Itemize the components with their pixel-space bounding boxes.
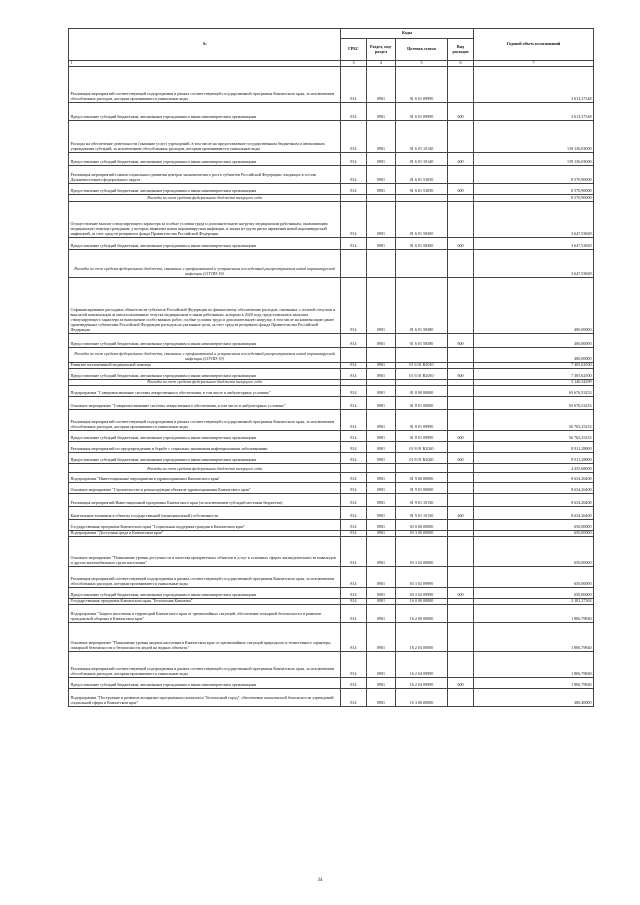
header-number: № — [69, 29, 341, 61]
table-row — [69, 473, 594, 483]
row-amount: 380,40000 — [474, 689, 594, 707]
row-expense-type — [448, 442, 474, 453]
row-target-article: 01 8 01 09990 — [396, 410, 448, 431]
row-section: 0901 — [367, 453, 396, 464]
table-row — [69, 334, 594, 348]
table-row — [69, 507, 594, 520]
row-description: Предоставление субсидий бюджетным, автономным учреждениям и иным некоммерческим организациям — [69, 369, 341, 380]
row-target-article: 01 9 01 10130 — [396, 494, 448, 507]
row-amount: 65 676,53253 — [474, 386, 594, 397]
row-grbs: 814 — [341, 278, 367, 334]
header-annual-volume: Годовой объем ассигнований — [474, 29, 594, 61]
row-grbs: 814 — [341, 567, 367, 588]
row-section: 0901 — [367, 238, 396, 250]
row-expense-type — [448, 464, 474, 473]
row-section: 0901 — [367, 184, 396, 195]
row-description: Предоставление субсидий бюджетным, автономным учреждениям и иным некоммерческим организациям — [69, 153, 341, 166]
row-grbs: 814 — [341, 153, 367, 166]
row-expense-type — [448, 348, 474, 363]
row-expense-type — [448, 494, 474, 507]
row-target-article: 01 8 01 00000 — [396, 397, 448, 410]
row-grbs: 814 — [341, 453, 367, 464]
table-row — [69, 483, 594, 494]
row-description: Подпрограмма "Построение и развитие аппаратно-программного комплекса "Безопасный город", обеспечение комплексной безопасности учреждений социальной сферы в Камчатском крае" — [69, 689, 341, 707]
row-expense-type: 600 — [448, 588, 474, 599]
table-row-note — [69, 348, 594, 363]
row-amount: 65 676,53253 — [474, 397, 594, 410]
row-grbs: 814 — [341, 494, 367, 507]
row-section: 0901 — [367, 483, 396, 494]
row-target-article — [396, 348, 448, 363]
row-grbs: 814 — [341, 431, 367, 442]
row-grbs: 814 — [341, 507, 367, 520]
row-grbs: 814 — [341, 623, 367, 652]
row-amount: 2 181,27363 — [474, 599, 594, 605]
table-row — [69, 494, 594, 507]
row-expense-type — [448, 537, 474, 567]
row-target-article: 16 2 00 00000 — [396, 605, 448, 623]
row-amount: 56 765,25253 — [474, 410, 594, 431]
table-row — [69, 623, 594, 652]
row-section: 0901 — [367, 567, 396, 588]
row-amount: 650,00000 — [474, 567, 594, 588]
row-expense-type: 600 — [448, 369, 474, 380]
row-description: Подпрограмма "Защита населения и территорий Камчатского края от чрезвычайных ситуаций, обеспечение пожарной безопасности и развитие гражданской обороны в Камчатском крае" — [69, 605, 341, 623]
row-description: Предоставление субсидий бюджетным, автономным учреждениям и иным некоммерческим организациям — [69, 453, 341, 464]
row-grbs: 814 — [341, 238, 367, 250]
table-row — [69, 689, 594, 707]
row-expense-type: 600 — [448, 153, 474, 166]
row-target-article: 01 6 01 58380 — [396, 334, 448, 348]
row-section: 0901 — [367, 153, 396, 166]
row-target-article: 16 2 04 00000 — [396, 623, 448, 652]
row-target-article: 01 9 00 00000 — [396, 473, 448, 483]
row-grbs: 814 — [341, 599, 367, 605]
table-row — [69, 442, 594, 453]
table-row — [69, 238, 594, 250]
row-grbs: 814 — [341, 483, 367, 494]
row-amount: 650,00000 — [474, 531, 594, 537]
row-section: 0901 — [367, 103, 396, 121]
row-expense-type — [448, 121, 474, 153]
row-section: 0901 — [367, 166, 396, 184]
row-description: Основное мероприятие "Повышение уровня защиты населения в Камчатском крае от чрезвычайных ситуаций природного и техногенного характера, пожарной безопасности и безопасности людей на водных объектах" — [69, 623, 341, 652]
row-target-article: 01 8 00 00000 — [396, 386, 448, 397]
row-target-article: 01 6 01 10140 — [396, 153, 448, 166]
row-description: Предоставление субсидий бюджетным, автономным учреждениям и иным некоммерческим организациям — [69, 184, 341, 195]
row-expense-type: 600 — [448, 453, 474, 464]
row-amount: 3 647,53849 — [474, 238, 594, 250]
table-row — [69, 410, 594, 431]
row-section: 0901 — [367, 689, 396, 707]
table-row-note — [69, 195, 594, 202]
row-description: Предоставление субсидий бюджетным, автономным учреждениям и иным некоммерческим организациям — [69, 238, 341, 250]
row-amount: 1 806,79840 — [474, 652, 594, 678]
row-target-article: 03 3 02 00000 — [396, 537, 448, 567]
row-expense-type: 400 — [448, 507, 474, 520]
table-row-note — [69, 464, 594, 473]
row-expense-type — [448, 397, 474, 410]
row-section: 0901 — [367, 623, 396, 652]
row-grbs — [341, 348, 367, 363]
row-expense-type — [448, 520, 474, 531]
row-description: Капитальные вложения в объекты государственной (муниципальной) собственности — [69, 507, 341, 520]
row-expense-type — [448, 410, 474, 431]
row-description: Предоставление субсидий бюджетным, автономным учреждениям и иным некоммерческим организациям — [69, 431, 341, 442]
header-colnum-5: 5 — [396, 61, 448, 67]
row-amount: 3 647,53849 — [474, 250, 594, 278]
row-amount: 3 613,37348 — [474, 67, 594, 103]
row-grbs: 814 — [341, 531, 367, 537]
row-target-article: 01 6 01 R2010 — [396, 369, 448, 380]
row-target-article — [396, 195, 448, 202]
row-expense-type — [448, 202, 474, 238]
row-description: Реализация мероприятий соответствующей подпрограммы в рамках соответствующей государственной программы Камчатского края, за исключением обособленных расходов, которым присваиваются уникальные коды — [69, 410, 341, 431]
row-grbs: 814 — [341, 537, 367, 567]
header-expense-type: Вид расходов — [448, 39, 474, 61]
row-description: Реализация мероприятий планов социального развития центров экономического роста субъектов Российской Федерации, входящих в состав Дальневосточного федерального округа — [69, 166, 341, 184]
row-section — [367, 195, 396, 202]
row-description: Реализация мероприятий соответствующей подпрограммы в рамках соответствующей государственной программы Камчатского края, за исключением обособленных расходов, которым присваиваются уникальные коды — [69, 67, 341, 103]
table-row — [69, 652, 594, 678]
table-row — [69, 278, 594, 334]
row-description: Основное мероприятие "Совершенствование системы лекарственного обеспечения, в том числе в амбулаторных условиях" — [69, 397, 341, 410]
row-target-article: 01 8 01 R2020 — [396, 442, 448, 453]
row-section: 0901 — [367, 531, 396, 537]
row-section: 0901 — [367, 520, 396, 531]
header-colnum-3: 3 — [341, 61, 367, 67]
row-target-article: 03 0 00 00000 — [396, 520, 448, 531]
budget-table — [68, 28, 594, 707]
table-body — [69, 67, 594, 707]
row-section: 0901 — [367, 369, 396, 380]
header-colnum-1: 1 — [69, 61, 341, 67]
row-description: Реализация мероприятий соответствующей подпрограммы в рамках соответствующей государственной программы Камчатского края, за исключением обособленных расходов, которым присваиваются уникальные коды — [69, 567, 341, 588]
row-description: Реализация мероприятий Инвестиционной программы Камчатского края (за исключением субсидий местным бюджетам) — [69, 494, 341, 507]
row-target-article: 01 6 01 09990 — [396, 103, 448, 121]
table-row — [69, 397, 594, 410]
row-description: Расходы за счет средств федерального бюджета, связанные с профилактикой и устранением последствий распространения новой коронавирусной инфекции (COVID-19) — [69, 250, 341, 278]
row-target-article: 01 9 01 00000 — [396, 483, 448, 494]
row-expense-type: 600 — [448, 334, 474, 348]
table-row — [69, 369, 594, 380]
row-expense-type — [448, 652, 474, 678]
table-row — [69, 678, 594, 689]
row-expense-type: 600 — [448, 103, 474, 121]
row-amount: 139 136,03000 — [474, 121, 594, 153]
row-description: Расходы за счет средств федерального бюджета текущего года — [69, 195, 341, 202]
row-target-article — [396, 250, 448, 278]
row-amount: 400,00000 — [474, 348, 594, 363]
row-description: Предоставление субсидий бюджетным, автономным учреждениям и иным некоммерческим организациям — [69, 103, 341, 121]
row-amount: 8 570,90000 — [474, 195, 594, 202]
row-target-article: 03 3 02 09990 — [396, 588, 448, 599]
row-section: 0901 — [367, 202, 396, 238]
row-amount: 7 305,62500 — [474, 369, 594, 380]
page-number: 34 — [317, 878, 323, 883]
header-colnum-7: 7 — [474, 61, 594, 67]
table-row — [69, 166, 594, 184]
row-section: 0901 — [367, 507, 396, 520]
row-amount: 1 806,79840 — [474, 678, 594, 689]
row-section: 0901 — [367, 386, 396, 397]
table-row — [69, 567, 594, 588]
table-row — [69, 202, 594, 238]
row-section: 0901 — [367, 67, 396, 103]
row-amount: 650,00000 — [474, 537, 594, 567]
row-grbs: 814 — [341, 386, 367, 397]
row-section: 0901 — [367, 588, 396, 599]
row-description: Развитие паллиативной медицинской помощи — [69, 363, 341, 369]
row-section: 0901 — [367, 537, 396, 567]
row-grbs: 814 — [341, 202, 367, 238]
row-amount: 400,00000 — [474, 334, 594, 348]
row-grbs: 814 — [341, 442, 367, 453]
table-row — [69, 588, 594, 599]
row-amount: 650,00000 — [474, 520, 594, 531]
table-row — [69, 431, 594, 442]
row-expense-type: 600 — [448, 678, 474, 689]
row-grbs: 814 — [341, 103, 367, 121]
row-amount: 8 634,26400 — [474, 494, 594, 507]
header-codes: Коды — [341, 29, 474, 39]
row-grbs — [341, 195, 367, 202]
row-target-article: 01 6 01 53050 — [396, 184, 448, 195]
row-target-article: 01 6 01 58300 — [396, 238, 448, 250]
row-target-article: 16 2 04 09990 — [396, 678, 448, 689]
row-target-article: 01 6 01 09990 — [396, 67, 448, 103]
row-expense-type: 600 — [448, 184, 474, 195]
row-expense-type — [448, 166, 474, 184]
row-description: Осуществление выплат стимулирующего характера за особые условия труда и дополнительную нагрузку медицинским работникам, оказывающим медицинскую помощь гражданам, у которых выявлена новая коронавирусная инфекция, и лицам из групп риска заражения новой коронавирусной инфекцией, за счет средств резервного фонда Правительства Российской Федерации — [69, 202, 341, 238]
row-description: Расходы за счет средств федерального бюджета текущего года — [69, 464, 341, 473]
table-row — [69, 153, 594, 166]
row-expense-type: 600 — [448, 238, 474, 250]
row-amount: 4 455,68000 — [474, 464, 594, 473]
row-grbs: 814 — [341, 520, 367, 531]
table-row — [69, 103, 594, 121]
row-amount: 3 140,34299 — [474, 380, 594, 386]
row-expense-type — [448, 605, 474, 623]
row-description: Подпрограмма "Доступная среда в Камчатском крае" — [69, 531, 341, 537]
table-row — [69, 605, 594, 623]
row-description: Расходы за счет средств федерального бюджета, связанные с профилактикой и устранением последствий распространения новой коронавирусной инфекции (COVID-19) — [69, 348, 341, 363]
row-section: 0901 — [367, 652, 396, 678]
row-description: Основное мероприятие "Строительство и реконструкция объектов здравоохранения Камчатского края" — [69, 483, 341, 494]
row-target-article: 16 2 04 09990 — [396, 652, 448, 678]
row-description: Основное мероприятие "Повышение уровня доступности и качества приоритетных объектов и услуг в основных сферах жизнедеятельности инвалидов и других маломобильных групп населения" — [69, 537, 341, 567]
row-target-article: 03 3 00 00000 — [396, 531, 448, 537]
row-section: 0901 — [367, 442, 396, 453]
row-grbs: 814 — [341, 67, 367, 103]
table-row — [69, 537, 594, 567]
row-section — [367, 348, 396, 363]
row-grbs: 814 — [341, 410, 367, 431]
row-description: Предоставление субсидий бюджетным, автономным учреждениям и иным некоммерческим организациям — [69, 334, 341, 348]
row-expense-type — [448, 567, 474, 588]
row-description: Подпрограмма "Инвестиционные мероприятия в здравоохранении Камчатского края" — [69, 473, 341, 483]
table-row-note — [69, 250, 594, 278]
table-row — [69, 386, 594, 397]
row-amount: 8 911,28000 — [474, 442, 594, 453]
document-sheet — [68, 28, 593, 707]
row-description: Государственная программа Камчатского края "Безопасная Камчатка" — [69, 599, 341, 605]
row-section: 0901 — [367, 605, 396, 623]
row-section: 0901 — [367, 278, 396, 334]
row-grbs: 814 — [341, 473, 367, 483]
row-section: 0901 — [367, 410, 396, 431]
row-grbs: 814 — [341, 121, 367, 153]
table-row — [69, 453, 594, 464]
row-description: Реализация мероприятий соответствующей подпрограммы в рамках соответствующей государственной программы Камчатского края, за исключением обособленных расходов, которым присваиваются уникальные коды — [69, 652, 341, 678]
row-description: Предоставление субсидий бюджетным, автономным учреждениям и иным некоммерческим организациям — [69, 588, 341, 599]
row-expense-type — [448, 483, 474, 494]
row-section: 0901 — [367, 678, 396, 689]
row-section: 0901 — [367, 334, 396, 348]
table-row — [69, 121, 594, 153]
row-grbs: 814 — [341, 689, 367, 707]
header-colnum-6: 6 — [448, 61, 474, 67]
row-expense-type — [448, 195, 474, 202]
row-grbs: 814 — [341, 652, 367, 678]
row-description: Расходы за счет средств федерального бюджета текущего года — [69, 380, 341, 386]
row-amount: 8 570,90000 — [474, 166, 594, 184]
row-description: Предоставление субсидий бюджетным, автономным учреждениям и иным некоммерческим организациям — [69, 678, 341, 689]
row-expense-type — [448, 250, 474, 278]
row-amount: 1 806,79840 — [474, 623, 594, 652]
row-amount: 3 613,37348 — [474, 103, 594, 121]
row-target-article: 01 9 01 10130 — [396, 507, 448, 520]
row-grbs: 814 — [341, 678, 367, 689]
row-target-article: 01 6 01 R2010 — [396, 363, 448, 369]
row-grbs: 814 — [341, 363, 367, 369]
row-grbs: 814 — [341, 397, 367, 410]
row-section: 0901 — [367, 431, 396, 442]
row-description: Расходы на обеспечение деятельности (оказание услуг) учреждений, в том числе на предоставление государственным бюджетным и автономным учреждениям субсидий, за исключением обособленных расходов, которым присваиваются уникальные коды — [69, 121, 341, 153]
row-section: 0901 — [367, 494, 396, 507]
row-description: Подпрограмма "Совершенствование системы лекарственного обеспечения, в том числе в амбулаторных условиях" — [69, 386, 341, 397]
row-target-article: 01 8 01 09990 — [396, 431, 448, 442]
row-expense-type — [448, 689, 474, 707]
row-section: 0901 — [367, 397, 396, 410]
table-row — [69, 67, 594, 103]
row-amount: 139 136,03000 — [474, 153, 594, 166]
row-section: 0901 — [367, 599, 396, 605]
row-target-article: 16 0 00 00000 — [396, 599, 448, 605]
row-target-article — [396, 464, 448, 473]
row-target-article: 16 3 00 00000 — [396, 689, 448, 707]
row-amount: 56 765,25253 — [474, 431, 594, 442]
row-grbs: 814 — [341, 184, 367, 195]
row-target-article: 01 6 01 58300 — [396, 202, 448, 238]
row-amount: 1 806,79840 — [474, 605, 594, 623]
header-colnum-4: 4 — [367, 61, 396, 67]
row-amount: 8 634,26400 — [474, 507, 594, 520]
row-grbs: 814 — [341, 369, 367, 380]
row-section: 0901 — [367, 363, 396, 369]
row-description: Софинансирование расходных обязательств субъектов Российской Федерации по финансовому обеспечению расходов, связанных с оплатой отпусков и выплатой компенсации за неиспользованные отпуска медицинским и иным работникам, которым в 2020 году предоставлялись выплаты стимулирующего характера за выполнение особо важных работ, особые условия труда и дополнительную нагрузку, в том числе на компенсацию ранее произведенных субъектами Российской Федерации расходов на указанные цели, за счет средств резервного фонда Правительства Российской Федерации — [69, 278, 341, 334]
row-expense-type — [448, 278, 474, 334]
row-expense-type — [448, 473, 474, 483]
row-target-article: 01 6 01 53050 — [396, 166, 448, 184]
row-grbs — [341, 250, 367, 278]
row-amount: 8 570,90000 — [474, 184, 594, 195]
row-target-article: 01 6 01 10140 — [396, 121, 448, 153]
row-grbs: 814 — [341, 166, 367, 184]
row-section: 0901 — [367, 473, 396, 483]
row-amount: 7 305,62500 — [474, 363, 594, 369]
row-expense-type — [448, 623, 474, 652]
table-row — [69, 520, 594, 531]
header-grbs: ГРБС — [341, 39, 367, 61]
row-amount: 8 634,26400 — [474, 483, 594, 494]
table-row — [69, 184, 594, 195]
row-target-article: 01 8 01 R2020 — [396, 453, 448, 464]
row-amount: 3 647,53849 — [474, 202, 594, 238]
row-grbs: 814 — [341, 334, 367, 348]
row-expense-type — [448, 386, 474, 397]
row-description: Реализация мероприятий по предупреждению и борьбе с социально значимыми инфекционными заболеваниями — [69, 442, 341, 453]
row-expense-type — [448, 67, 474, 103]
row-grbs — [341, 464, 367, 473]
row-amount: 650,00000 — [474, 588, 594, 599]
row-section: 0901 — [367, 121, 396, 153]
row-target-article: 01 6 01 58380 — [396, 278, 448, 334]
row-grbs: 814 — [341, 588, 367, 599]
row-section — [367, 464, 396, 473]
row-expense-type: 600 — [448, 431, 474, 442]
row-grbs: 814 — [341, 605, 367, 623]
header-section: Раздел, под-раздел — [367, 39, 396, 61]
row-section — [367, 250, 396, 278]
header-target-article: Целевая статья — [396, 39, 448, 61]
row-amount: 400,00000 — [474, 278, 594, 334]
row-amount: 8 634,26400 — [474, 473, 594, 483]
row-description: Государственная программа Камчатского края "Социальная поддержка граждан в Камчатском крае" — [69, 520, 341, 531]
row-amount: 8 911,28000 — [474, 453, 594, 464]
row-target-article: 03 3 02 09990 — [396, 567, 448, 588]
